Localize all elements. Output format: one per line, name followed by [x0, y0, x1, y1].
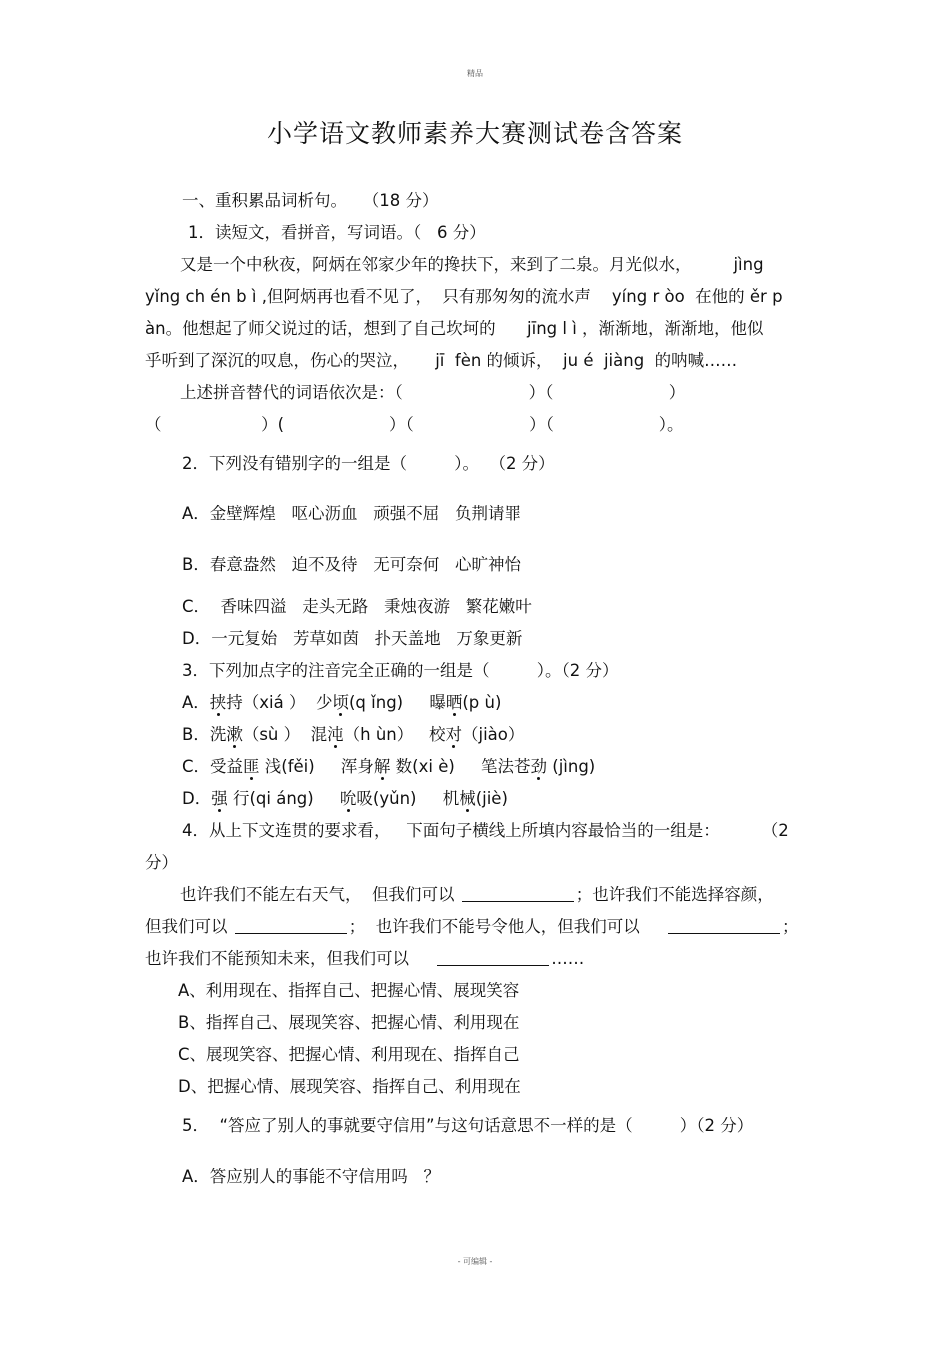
question-1-passage-line-4: 乎听到了深沉的叹息，伤心的哭泣， jī fèn 的倾诉， ju é jiàng 的呐喊…… [145, 351, 738, 370]
question-4-stem-line-2: 分） [145, 853, 178, 872]
question-4-option-d: D、把握心情、展现笑容、指挥自己、利用现在 [178, 1077, 521, 1096]
question-1-passage-line-1: 又是一个中秋夜，阿炳在邻家少年的搀扶下，来到了二泉。月光似水， jìng [180, 255, 764, 274]
question-4-blank-line-1: 也许我们不能左右天气， 但我们可以 ；也许我们不能选择容颜， [180, 885, 774, 904]
dotted-char: 解 [373, 757, 391, 776]
dotted-char: 吮 [339, 789, 357, 808]
question-4-option-a: A、利用现在、指挥自己、把握心情、展现笑容 [178, 981, 520, 1000]
dotted-char: 强 [211, 789, 228, 808]
page-header: 精品 [467, 69, 483, 78]
question-4-blank-line-2: 但我们可以 ； 也许我们不能号令他人，但我们可以 ； [145, 917, 799, 936]
fill-blank[interactable] [462, 887, 574, 902]
dotted-char: 漱 [226, 725, 243, 744]
question-1-answer-line-1: 上述拼音替代的词语依次是：（ ）（ ） [180, 383, 686, 402]
dotted-char: 匪 [243, 757, 260, 776]
question-2-stem: 2．下列没有错别字的一组是（ ）。 （2 分） [182, 454, 555, 473]
question-4-blank-line-3: 也许我们不能预知未来，但我们可以 …… [145, 949, 585, 968]
question-3-option-a: A．挟持（xiá ） 少顷(q ǐng) 曝晒(p ù) [182, 693, 502, 712]
fill-blank[interactable] [668, 919, 780, 934]
question-5-option-a: A．答应别人的事能不守信用吗 ？ [182, 1167, 441, 1186]
question-4-option-c: C、展现笑容、把握心情、利用现在、指挥自己 [178, 1045, 520, 1064]
dotted-char: 沌 [327, 725, 344, 744]
question-2-option-b: B．春意盎然 迫不及待 无可奈何 心旷神怡 [182, 555, 522, 574]
question-5-stem: 5． “答应了别人的事就要守信用”与这句话意思不一样的是（ ）（2 分） [182, 1116, 754, 1135]
question-1-passage-line-2: yǐng ch én b ì ,但阿炳再也看不见了， 只有那匆匆的流水声 yíng r òo 在他的 ěr p [145, 287, 783, 306]
question-3-stem: 3．下列加点字的注音完全正确的一组是（ ）。（2 分） [182, 661, 619, 680]
question-2-option-a: A．金壁辉煌 呕心沥血 顽强不屈 负荆请罪 [182, 504, 521, 523]
fill-blank[interactable] [437, 951, 549, 966]
question-3-option-c: C．受益匪 浅(fěi) 浑身解 数(xi è) 笔法苍劲 (jìng) [182, 757, 596, 776]
dotted-char: 晒 [445, 693, 463, 712]
dotted-char: 对 [445, 725, 462, 744]
dotted-char: 顷 [332, 693, 349, 712]
question-2-option-d: D．一元复始 芳草如茵 扑天盖地 万象更新 [182, 629, 523, 648]
page-title: 小学语文教师素养大赛测试卷含答案 [266, 119, 683, 148]
section-heading: 一、重积累品词析句。 （18 分） [182, 191, 439, 210]
question-4-stem-line-1: 4．从上下文连贯的要求看， 下面句子横线上所填内容最恰当的一组是： （2 [182, 821, 789, 840]
question-1-answer-line-2: （ ）( ）（ ）（ ）。 [145, 415, 684, 434]
dotted-char: 械 [459, 789, 476, 808]
question-1-passage-line-3: àn。他想起了师父说过的话，想到了自己坎坷的 jīng l ì ，渐渐地，渐渐地，他似 [145, 319, 764, 338]
question-3-option-d: D．强 行(qi áng) 吮吸(yǔn) 机械(jiè) [182, 789, 508, 808]
page-footer: - 可编辑 - [457, 1257, 493, 1266]
fill-blank[interactable] [235, 919, 347, 934]
question-3-option-b: B．洗漱（sù ） 混沌（h ùn） 校对（jiào） [182, 725, 525, 744]
question-4-option-b: B、指挥自己、展现笑容、把握心情、利用现在 [178, 1013, 520, 1032]
question-1-stem: 1．读短文，看拼音，写词语。（ 6 分） [188, 223, 486, 242]
dotted-char: 挟 [209, 693, 227, 712]
question-2-option-c: C． 香味四溢 走头无路 秉烛夜游 繁花嫩叶 [182, 597, 532, 616]
dotted-char: 劲 [530, 757, 548, 776]
